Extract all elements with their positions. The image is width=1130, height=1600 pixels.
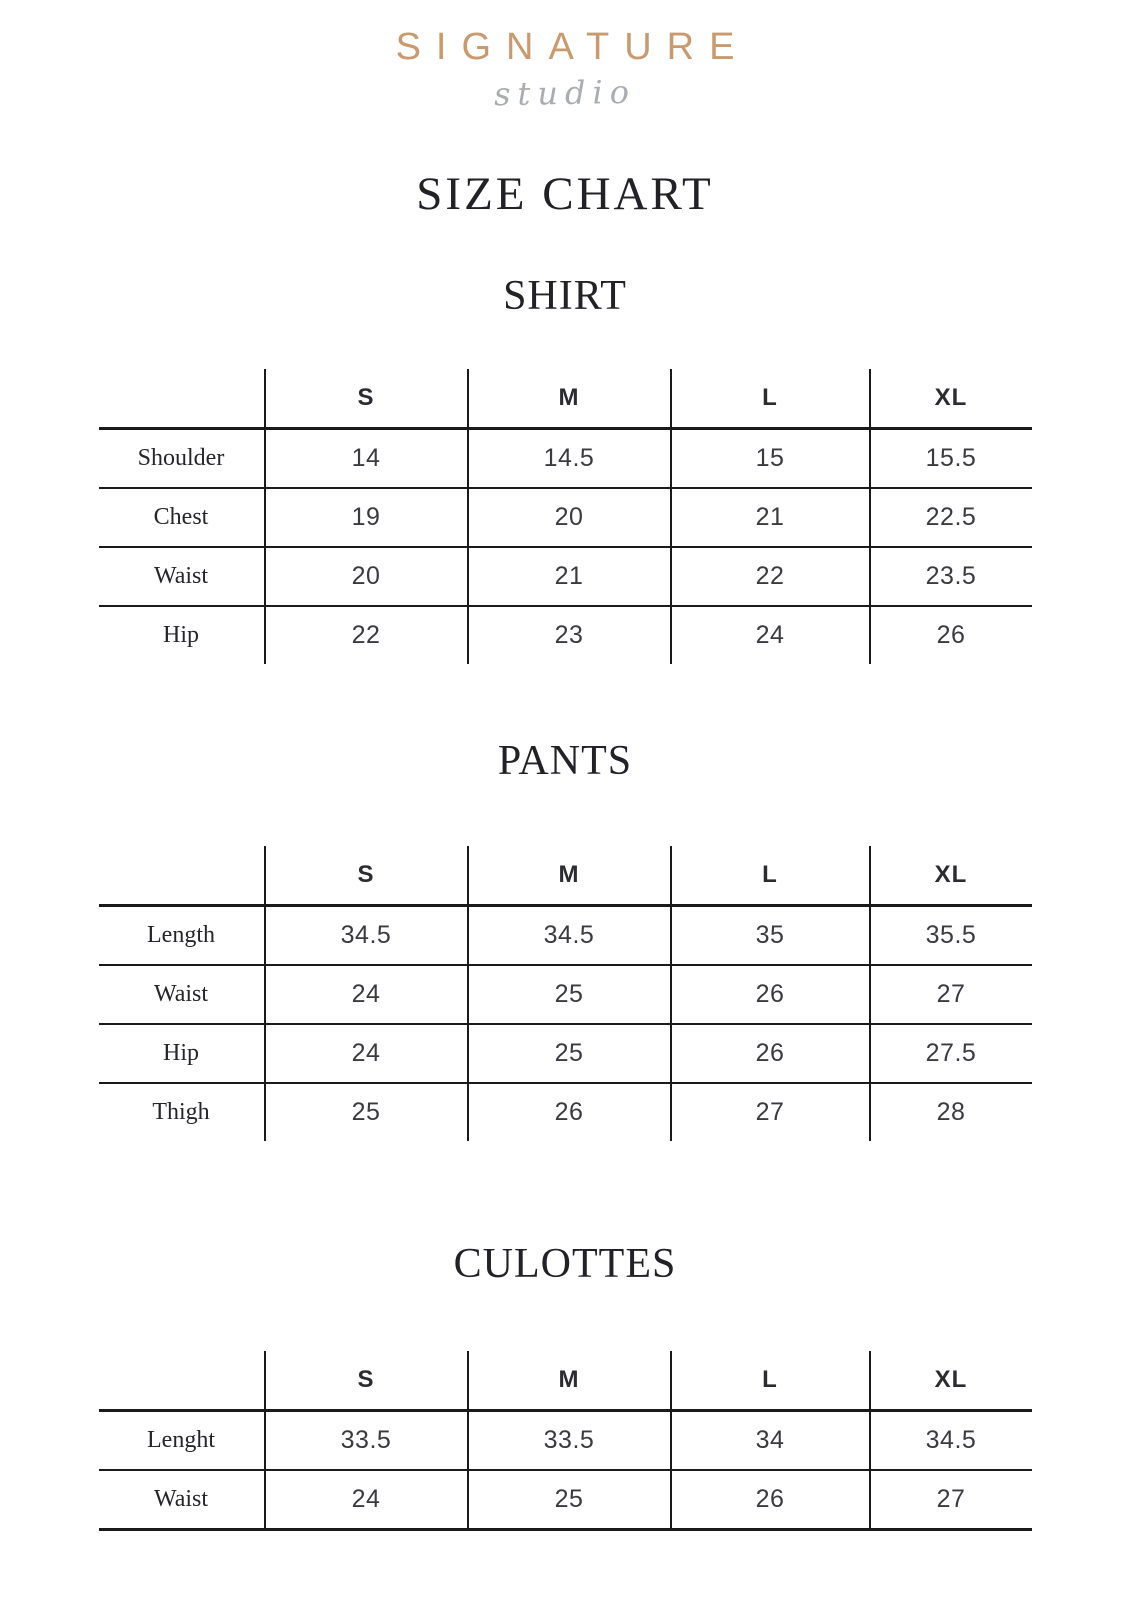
size-value: 25 xyxy=(468,1024,671,1083)
size-value: 27 xyxy=(870,1470,1032,1530)
size-value: 25 xyxy=(468,1470,671,1530)
size-header-row xyxy=(99,1351,1032,1411)
size-col-header-xl: XL xyxy=(870,846,1032,906)
row-label: Waist xyxy=(99,547,265,606)
size-value: 24 xyxy=(265,1024,468,1083)
table-row-hip xyxy=(99,606,1032,664)
size-col-header-xl: XL xyxy=(870,1351,1032,1411)
culottes-size-table xyxy=(99,1351,1032,1531)
size-value: 14 xyxy=(265,428,468,488)
row-label: Waist xyxy=(99,965,265,1024)
size-value: 27 xyxy=(870,965,1032,1024)
size-value: 19 xyxy=(265,488,468,547)
size-header-row xyxy=(99,369,1032,429)
size-col-header-l: L xyxy=(671,846,870,906)
size-value: 26 xyxy=(671,1024,870,1083)
size-col-header-s: S xyxy=(265,846,468,906)
page-title: SIZE CHART xyxy=(416,167,714,220)
row-label: Shoulder xyxy=(99,428,265,488)
corner-empty-cell xyxy=(99,369,265,429)
size-value: 34.5 xyxy=(265,905,468,965)
size-value: 25 xyxy=(468,965,671,1024)
section-title-culottes: CULOTTES xyxy=(453,1240,677,1287)
section-pants xyxy=(0,738,1130,1141)
table-row-shoulder xyxy=(99,428,1032,488)
row-label: Length xyxy=(99,905,265,965)
size-value: 33.5 xyxy=(265,1411,468,1471)
row-label: Hip xyxy=(99,1024,265,1083)
table-row-lenght xyxy=(99,1411,1032,1471)
size-value: 35.5 xyxy=(870,905,1032,965)
size-col-header-s: S xyxy=(265,369,468,429)
size-value: 23.5 xyxy=(870,547,1032,606)
size-value: 33.5 xyxy=(468,1411,671,1471)
row-label: Hip xyxy=(163,621,199,648)
size-value: 22.5 xyxy=(870,488,1032,547)
table-row-waist xyxy=(99,1470,1032,1530)
size-value: 24 xyxy=(265,965,468,1024)
corner-empty-cell xyxy=(99,1351,265,1411)
size-col-header-m: M xyxy=(468,846,671,906)
size-value: 34.5 xyxy=(468,905,671,965)
size-col-header-m: M xyxy=(468,1351,671,1411)
table-row-waist xyxy=(99,965,1032,1024)
brand-wordmark: SIGNATURE xyxy=(395,26,750,68)
size-value: 23 xyxy=(468,606,671,664)
size-value: 20 xyxy=(265,547,468,606)
size-value: 34.5 xyxy=(870,1411,1032,1471)
size-value: 24 xyxy=(265,1470,468,1530)
section-culottes xyxy=(0,1241,1130,1531)
size-value: 25 xyxy=(265,1083,468,1141)
brand-tagline-script: studio xyxy=(493,72,637,113)
size-header-row xyxy=(99,846,1032,906)
table-row-length xyxy=(99,905,1032,965)
table-row-thigh xyxy=(99,1083,1032,1141)
size-value: 34 xyxy=(671,1411,870,1471)
size-value: 26 xyxy=(870,606,1032,664)
size-value: 21 xyxy=(671,488,870,547)
size-col-header-xl: XL xyxy=(870,369,1032,429)
size-value: 24 xyxy=(671,606,870,664)
size-col-header-l: L xyxy=(671,1351,870,1411)
section-title-shirt: SHIRT xyxy=(503,272,627,319)
row-label: Thigh xyxy=(152,1098,210,1125)
size-value: 27.5 xyxy=(870,1024,1032,1083)
corner-empty-cell xyxy=(99,846,265,906)
size-value: 14.5 xyxy=(468,428,671,488)
size-value: 15 xyxy=(671,428,870,488)
section-shirt xyxy=(0,273,1130,664)
brand-logo xyxy=(0,26,1130,111)
shirt-size-table xyxy=(99,369,1032,664)
size-col-header-m: M xyxy=(468,369,671,429)
table-row-waist xyxy=(99,547,1032,606)
size-value: 22 xyxy=(265,606,468,664)
size-value: 35 xyxy=(671,905,870,965)
section-title-pants: PANTS xyxy=(497,737,633,784)
size-value: 22 xyxy=(671,547,870,606)
size-col-header-s: S xyxy=(265,1351,468,1411)
row-label: Waist xyxy=(99,1470,265,1530)
size-value: 21 xyxy=(468,547,671,606)
size-value: 26 xyxy=(468,1083,671,1141)
row-label: Chest xyxy=(99,488,265,547)
row-label: Lenght xyxy=(99,1411,265,1471)
size-value: 20 xyxy=(468,488,671,547)
size-value: 28 xyxy=(870,1083,1032,1141)
size-value: 26 xyxy=(671,1470,870,1530)
size-col-header-l: L xyxy=(671,369,870,429)
pants-size-table xyxy=(99,846,1032,1141)
size-value: 27 xyxy=(671,1083,870,1141)
table-row-hip xyxy=(99,1024,1032,1083)
size-value: 26 xyxy=(671,965,870,1024)
size-value: 15.5 xyxy=(870,428,1032,488)
table-row-chest xyxy=(99,488,1032,547)
